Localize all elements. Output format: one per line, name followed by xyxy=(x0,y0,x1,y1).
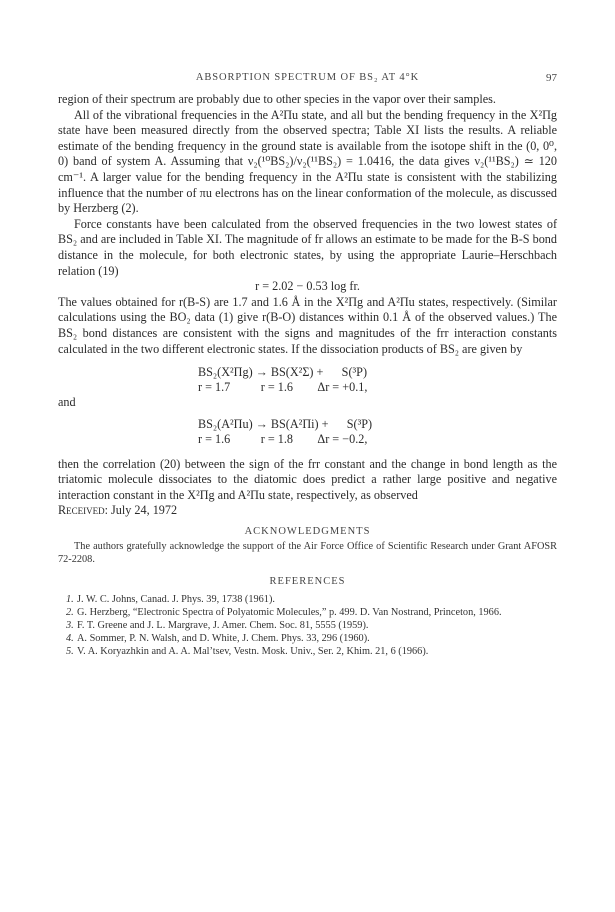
running-head-title: ABSORPTION SPECTRUM OF BS₂ AT 4°K xyxy=(195,72,420,83)
reference-number: 1. xyxy=(66,594,74,606)
reaction-equation: BS₂(A²Πu) → BS(A²Πi) + S(³P) xyxy=(198,416,373,431)
reaction-equation: BS₂(X²Πg) → BS(X²Σ) + S(³P) xyxy=(198,365,368,380)
paragraph-vibrational-frequencies: All of the vibrational frequencies in the A²Πu state, and all but the bending frequency in the X²Πg state have been measured directly from the observed spectra; Table XI lists the results. A reliable estimate of the bending frequency in the ground state is available from the isotope shift in the (0, 0⁰, 0) band of system A. Assuming that ν₂(¹⁰BS₂)/ν₂(¹¹BS₂) = 1.0416, the data gives ν₂(¹¹BS₂) ≃ 120 cm⁻¹. A larger value for the bending frequency in the A²Πu state is consistent with the stabilizing influence that the number of πu electrons has on the linear conformation of the molecule, as discussed by Herzberg (2). xyxy=(58,107,557,216)
reference-text: V. A. Koryazhkin and A. A. Mal’tsev, Vestn. Mosk. Univ., Ser. 2, Khim. 21, 6 (1966). xyxy=(77,646,429,658)
reference-text: G. Herzberg, “Electronic Spectra of Polyatomic Molecules,” p. 499. D. Van Nostrand, Princeton, 1966. xyxy=(77,607,502,619)
reference-number: 4. xyxy=(66,633,74,645)
reference-text: F. T. Greene and J. L. Margrave, J. Amer. Chem. Soc. 81, 5555 (1959). xyxy=(77,620,369,632)
laurie-herschbach-equation: r = 2.02 − 0.53 log fr. xyxy=(255,279,360,294)
reference-item xyxy=(58,593,557,606)
conjunction-and: and xyxy=(58,395,76,410)
reaction-distances: r = 1.7 r = 1.6 Δr = +0.1, xyxy=(198,380,368,395)
reaction-distances: r = 1.6 r = 1.8 Δr = −0.2, xyxy=(198,431,368,446)
reference-item xyxy=(58,606,557,619)
reference-item xyxy=(58,645,557,658)
reference-number: 3. xyxy=(66,620,74,632)
reference-list xyxy=(58,593,557,658)
reference-item xyxy=(58,632,557,645)
reference-item xyxy=(58,619,557,632)
acknowledgments-heading: ACKNOWLEDGMENTS xyxy=(244,526,371,538)
received-label: Received xyxy=(58,503,105,518)
reference-text: A. Sommer, P. N. Walsh, and D. White, J. Chem. Phys. 33, 296 (1960). xyxy=(77,633,370,645)
reference-number: 5. xyxy=(66,646,74,658)
dissociation-reaction-excited xyxy=(58,417,557,447)
paragraph-continuation: region of their spectrum are probably due to other species in the vapor over their samples. xyxy=(58,92,496,106)
reference-number: 2. xyxy=(66,607,74,619)
received-date: : July 24, 1972 xyxy=(104,503,178,518)
paragraph-force-constants: Force constants have been calculated from the observed frequencies in the two lowest states of BS₂ and are included in Table XI. The magnitude of fr allows an estimate to be made for the B-S bond distance in the molecule, for both electronic states, by using the appropriate Laurie–Herschbach relation (19) xyxy=(58,216,557,278)
dissociation-reaction-ground xyxy=(58,365,557,395)
received-line xyxy=(58,503,557,519)
acknowledgments-text: The authors gratefully acknowledge the support of the Air Force Office of Scientific Research under Grant AFOSR 72-2208. xyxy=(58,540,557,565)
running-head xyxy=(58,72,557,86)
paragraph-correlation: then the correlation (20) between the sign of the frr constant and the change in bond length as the triatomic molecule dissociates to the diatomic does predict a rather large positive and negative interaction constant in the X²Πg and A²Πu state, respectively, as observed xyxy=(58,456,557,502)
page-number: 97 xyxy=(546,72,557,84)
references-heading: REFERENCES xyxy=(269,575,346,587)
reference-text: J. W. C. Johns, Canad. J. Phys. 39, 1738 (1961). xyxy=(77,594,275,606)
paragraph-bond-distances: The values obtained for r(B-S) are 1.7 and 1.6 Å in the X²Πg and A²Πu states, respectively. (Similar calculations using the BO₂ data (1) give r(B-O) distances within 0.1 Å of the observed values.) The BS₂ bond distances are consistent with the signs and magnitudes of the frr interaction constants calculated in the two different electronic states. If the dissociation products of BS₂ are given by xyxy=(58,294,557,356)
article-body xyxy=(58,92,557,658)
